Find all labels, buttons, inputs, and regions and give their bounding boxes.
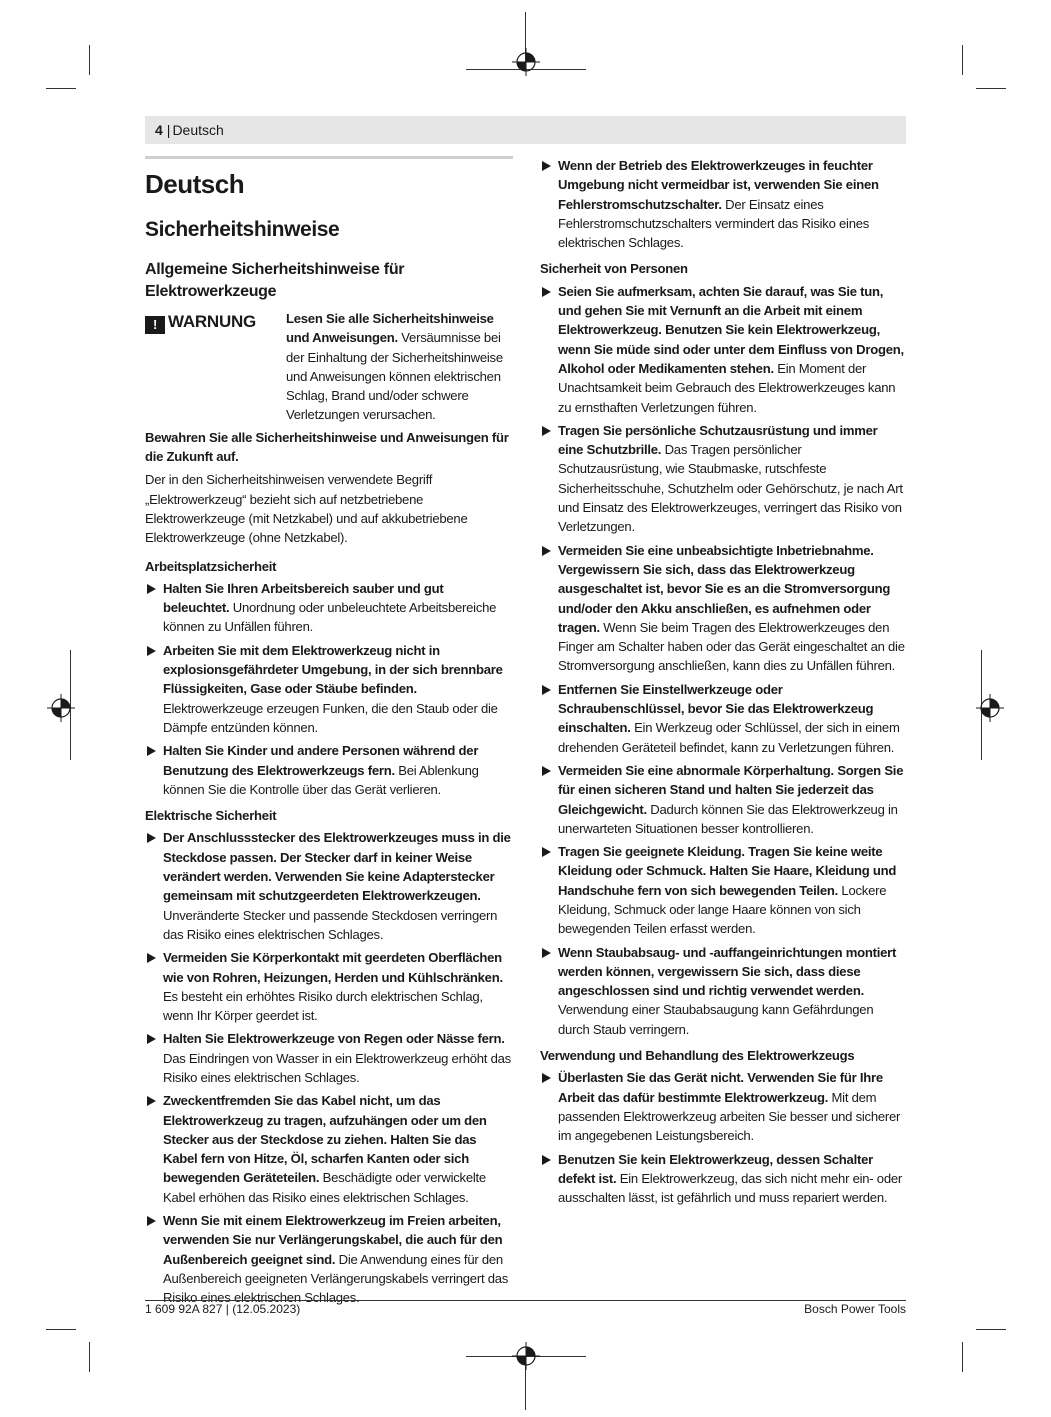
section-heading: Verwendung und Behandlung des Elektrowerkzeugs bbox=[540, 1048, 855, 1064]
crop-mark bbox=[962, 1342, 963, 1372]
bullet-list bbox=[540, 156, 906, 252]
item-text: Bei Ablenkung können Sie die Kontrolle über das Gerät verlieren. bbox=[163, 762, 479, 797]
bullet-triangle-icon bbox=[542, 1155, 551, 1165]
footer-doc-id: 1 609 92A 827 | (12.05.2023) bbox=[145, 1302, 301, 1316]
item-text: Elektrowerkzeuge erzeugen Funken, die den Staub oder die Dämpfe entzünden können. bbox=[163, 700, 498, 735]
language-title: Deutsch bbox=[145, 169, 245, 199]
item-bold: Tragen Sie geeignete Kleidung. Tragen Sie keine weite Kleidung oder Schmuck. Halten Sie Haare, Kleidung und Handschuhe fern von sich bewegenden Teilen. bbox=[558, 844, 897, 898]
item-bold: Halten Sie Ihren Arbeitsbereich sauber und gut beleuchtet. bbox=[163, 580, 444, 616]
section-heading: Arbeitsplatzsicherheit bbox=[145, 558, 277, 574]
bullet-triangle-icon bbox=[542, 766, 551, 776]
list-item bbox=[145, 1029, 513, 1087]
bullet-triangle-icon bbox=[542, 847, 551, 857]
item-bold: Wenn der Betrieb des Elektrowerkzeuges in feuchter Umgebung nicht vermeidbar ist, verwenden Sie einen Fehlerstromschutzschalter. bbox=[558, 158, 879, 212]
section-heading: Elektrische Sicherheit bbox=[145, 808, 277, 824]
header-language: Deutsch bbox=[172, 122, 224, 138]
page-header bbox=[145, 116, 906, 144]
item-text: Das Tragen persönlicher Schutzausrüstung, wie Staubmaske, rutschfeste Sicherheitsschuhe, Schutzhelm oder Gehörschutz, je nach Art und Einsatz des Elektrowerkzeuges, verringert das Risiko von Verletzungen. bbox=[558, 442, 903, 535]
left-sections bbox=[145, 557, 513, 1308]
bullet-triangle-icon bbox=[147, 646, 156, 656]
bullet-triangle-icon bbox=[147, 1096, 156, 1106]
footer-brand: Bosch Power Tools bbox=[804, 1302, 906, 1316]
bullet-triangle-icon bbox=[147, 746, 156, 756]
section-heading: Sicherheit von Personen bbox=[540, 261, 688, 277]
item-text: Mit dem passenden Elektrowerkzeug arbeiten Sie besser und sicherer im angegebenen Leistungsbereich. bbox=[558, 1089, 901, 1144]
right-column bbox=[540, 156, 906, 1211]
registration-mark-icon bbox=[512, 48, 540, 76]
registration-mark-icon bbox=[976, 694, 1004, 722]
item-text: Ein Werkzeug oder Schlüssel, der sich in einem drehenden Geräteteil befindet, kann zu Verletzungen führen. bbox=[558, 720, 900, 755]
bullet-triangle-icon bbox=[542, 685, 551, 695]
title-rule bbox=[145, 156, 513, 159]
list-item bbox=[540, 421, 906, 537]
item-bold: Wenn Staubabsaug- und -auffangeinrichtungen montiert werden können, vergewissern Sie sich, dass diese angeschlossen sind und richtig verwendet werden. bbox=[558, 944, 897, 999]
item-text: Lockere Kleidung, Schmuck oder lange Haare können von sich bewegenden Teilen erfasst werden. bbox=[558, 882, 887, 937]
list-item bbox=[540, 282, 906, 417]
item-bold: Arbeiten Sie mit dem Elektrowerkzeug nicht in explosionsgefährdeter Umgebung, in der sich brennbare Flüssigkeiten, Gase oder Stäube befinden. bbox=[163, 642, 503, 697]
registration-mark-icon bbox=[512, 1342, 540, 1370]
header-separator: | bbox=[166, 122, 171, 138]
item-text: Es besteht ein erhöhtes Risiko durch elektrischen Schlag, wenn Ihr Körper geerdet ist. bbox=[163, 988, 483, 1024]
bullet-triangle-icon bbox=[147, 584, 156, 594]
list-item bbox=[145, 641, 513, 737]
bullet-triangle-icon bbox=[542, 546, 551, 556]
general-safety-title: Allgemeine Sicherheitshinweise für Elektrowerkzeuge bbox=[145, 261, 405, 300]
item-bold: Seien Sie aufmerksam, achten Sie darauf, was Sie tun, und gehen Sie mit Vernunft an die Arbeit mit einem Elektrowerkzeug. Benutzen Sie kein Elektrowerkzeug, wenn Sie müde sind oder unter dem Einfluss von Drogen, Alkohol oder Medikamenten stehen. bbox=[558, 283, 904, 376]
bullet-list bbox=[540, 1068, 906, 1207]
warning-label bbox=[145, 311, 265, 334]
section-title: Sicherheitshinweise bbox=[145, 218, 340, 241]
item-text: Das Eindringen von Wasser in ein Elektrowerkzeug erhöht das Risiko eines elektrischen Schlages. bbox=[163, 1050, 511, 1085]
list-item bbox=[540, 1068, 906, 1145]
warning-body: Versäumnisse bei der Einhaltung der Sicherheitshinweise und Anweisungen können elektrischen Schlag, Brand und/oder schwere Verletzungen verursachen. bbox=[286, 330, 503, 423]
list-item bbox=[540, 943, 906, 1039]
item-bold: Vermeiden Sie Körperkontakt mit geerdeten Oberflächen wie von Rohren, Heizungen, Herden und Kühlschränken. bbox=[163, 950, 503, 985]
bullet-triangle-icon bbox=[147, 833, 156, 843]
bullet-triangle-icon bbox=[147, 953, 156, 963]
item-text: Wenn Sie beim Tragen des Elektrowerkzeuges den Finger am Schalter haben oder das Gerät eingeschaltet an die Stromversorgung anschließen, kann dies zu Unfällen führen. bbox=[558, 619, 905, 674]
list-item bbox=[145, 1211, 513, 1307]
item-text: Beschädigte oder verwickelte Kabel erhöhen das Risiko eines elektrischen Schlages. bbox=[163, 1170, 486, 1205]
bullet-list bbox=[540, 282, 906, 1039]
item-text: Ein Elektrowerkzeug, das sich nicht mehr ein- oder ausschalten lässt, ist gefährlich und muss repariert werden. bbox=[558, 1170, 903, 1206]
list-item bbox=[145, 741, 513, 799]
list-item bbox=[540, 680, 906, 757]
keep-instructions-notice: Bewahren Sie alle Sicherheitshinweise und Anweisungen für die Zukunft auf. bbox=[145, 429, 509, 465]
footer-rule bbox=[145, 1300, 906, 1301]
item-text: Dadurch können Sie das Elektrowerkzeug in unerwarteten Situationen besser kontrollieren. bbox=[558, 801, 898, 836]
item-text: Unordnung oder unbeleuchtete Arbeitsbereiche können zu Unfällen führen. bbox=[163, 600, 497, 635]
crop-mark bbox=[962, 45, 963, 75]
list-item bbox=[540, 761, 906, 838]
bullet-triangle-icon bbox=[147, 1216, 156, 1226]
crop-mark bbox=[89, 1342, 90, 1372]
crop-mark bbox=[46, 88, 76, 89]
item-bold: Tragen Sie persönliche Schutzausrüstung und immer eine Schutzbrille. bbox=[558, 422, 878, 458]
item-bold: Halten Sie Kinder und andere Personen während der Benutzung des Elektrowerkzeugs fern. bbox=[163, 743, 479, 778]
item-bold: Halten Sie Elektrowerkzeuge von Regen oder Nässe fern. bbox=[163, 1031, 505, 1047]
item-bold: Entfernen Sie Einstellwerkzeuge oder Schraubenschlüssel, bevor Sie das Elektrowerkzeug einschalten. bbox=[558, 681, 874, 736]
bullet-triangle-icon bbox=[542, 287, 551, 297]
warning-lead: Lesen Sie alle Sicherheitshinweise und Anweisungen. bbox=[286, 311, 494, 346]
warning-block bbox=[145, 309, 513, 425]
registration-mark-icon bbox=[47, 694, 75, 722]
list-item bbox=[145, 828, 513, 944]
item-text: Ein Moment der Unachtsamkeit beim Gebrauch des Elektrowerkzeuges kann zu ernsthaften Verletzungen führen. bbox=[558, 360, 896, 415]
item-bold: Wenn Sie mit einem Elektrowerkzeug im Freien arbeiten, verwenden Sie nur Verlängerungskabel, die auch für den Außenbereich geeignet sind. bbox=[163, 1213, 503, 1267]
page-number: 4 bbox=[155, 122, 163, 138]
bullet-triangle-icon bbox=[542, 948, 551, 958]
item-bold: Vermeiden Sie eine unbeabsichtigte Inbetriebnahme. Vergewissern Sie sich, dass das Elektrowerkzeug ausgeschaltet ist, bevor Sie es an die Stromversorgung und/oder den Akku anschließen, es aufnehmen oder tragen. bbox=[558, 542, 891, 635]
list-item bbox=[540, 541, 906, 676]
list-item bbox=[540, 1150, 906, 1208]
crop-mark bbox=[976, 1329, 1006, 1330]
item-bold: Der Anschlussstecker des Elektrowerkzeuges muss in die Steckdose passen. Der Stecker darf in keiner Weise verändert werden. Verwenden Sie keine Adapterstecker gemeinsam mit schutzgeerdeten Elektrowerkzeugen. bbox=[163, 830, 511, 904]
list-item bbox=[540, 156, 906, 252]
crop-mark bbox=[46, 1329, 76, 1330]
item-text: Die Anwendung eines für den Außenbereich geeigneten Verlängerungskabels verringert das Risiko eines elektrischen Schlages. bbox=[163, 1251, 509, 1306]
bullet-triangle-icon bbox=[542, 1073, 551, 1083]
item-text: Unveränderte Stecker und passende Steckdosen verringern das Risiko eines elektrischen Schlages. bbox=[163, 907, 498, 942]
list-item bbox=[145, 1091, 513, 1207]
definition-paragraph: Der in den Sicherheitshinweisen verwendete Begriff „Elektrowerkzeug“ bezieht sich auf netzbetriebene Elektrowerkzeuge (mit Netzkabel) und auf akkubetriebene Elektrowerkzeuge (ohne Netzkabel). bbox=[145, 472, 468, 546]
warning-triangle-icon: ! bbox=[145, 316, 165, 334]
item-bold: Überlasten Sie das Gerät nicht. Verwenden Sie für Ihre Arbeit das dafür bestimmte Elektrowerkzeug. bbox=[558, 1070, 883, 1105]
item-text: Der Einsatz eines Fehlerstromschutzschalters vermindert das Risiko eines elektrischen Schlages. bbox=[558, 196, 870, 251]
item-bold: Zweckentfremden Sie das Kabel nicht, um das Elektrowerkzeug zu tragen, aufzuhängen oder um den Stecker aus der Steckdose zu ziehen. Halten Sie das Kabel fern von Hitze, Öl, scharfen Kanten oder sich bewegenden Geräteteilen. bbox=[163, 1093, 487, 1186]
bullet-list bbox=[145, 828, 513, 1307]
bullet-list bbox=[145, 579, 513, 799]
bullet-triangle-icon bbox=[542, 161, 551, 171]
list-item bbox=[540, 842, 906, 938]
bullet-triangle-icon bbox=[542, 426, 551, 436]
left-column bbox=[145, 156, 513, 1312]
item-bold: Benutzen Sie kein Elektrowerkzeug, dessen Schalter defekt ist. bbox=[558, 1151, 873, 1186]
bullet-triangle-icon bbox=[147, 1034, 156, 1044]
warning-label-text: WARNUNG bbox=[168, 312, 256, 331]
crop-mark bbox=[976, 88, 1006, 89]
crop-mark bbox=[89, 45, 90, 75]
list-item bbox=[145, 948, 513, 1025]
item-text: Verwendung einer Staubabsaugung kann Gefährdungen durch Staub verringern. bbox=[558, 1002, 874, 1037]
list-item bbox=[145, 579, 513, 637]
item-bold: Vermeiden Sie eine abnormale Körperhaltung. Sorgen Sie für einen sicheren Stand und halten Sie jederzeit das Gleichgewicht. bbox=[558, 762, 904, 817]
